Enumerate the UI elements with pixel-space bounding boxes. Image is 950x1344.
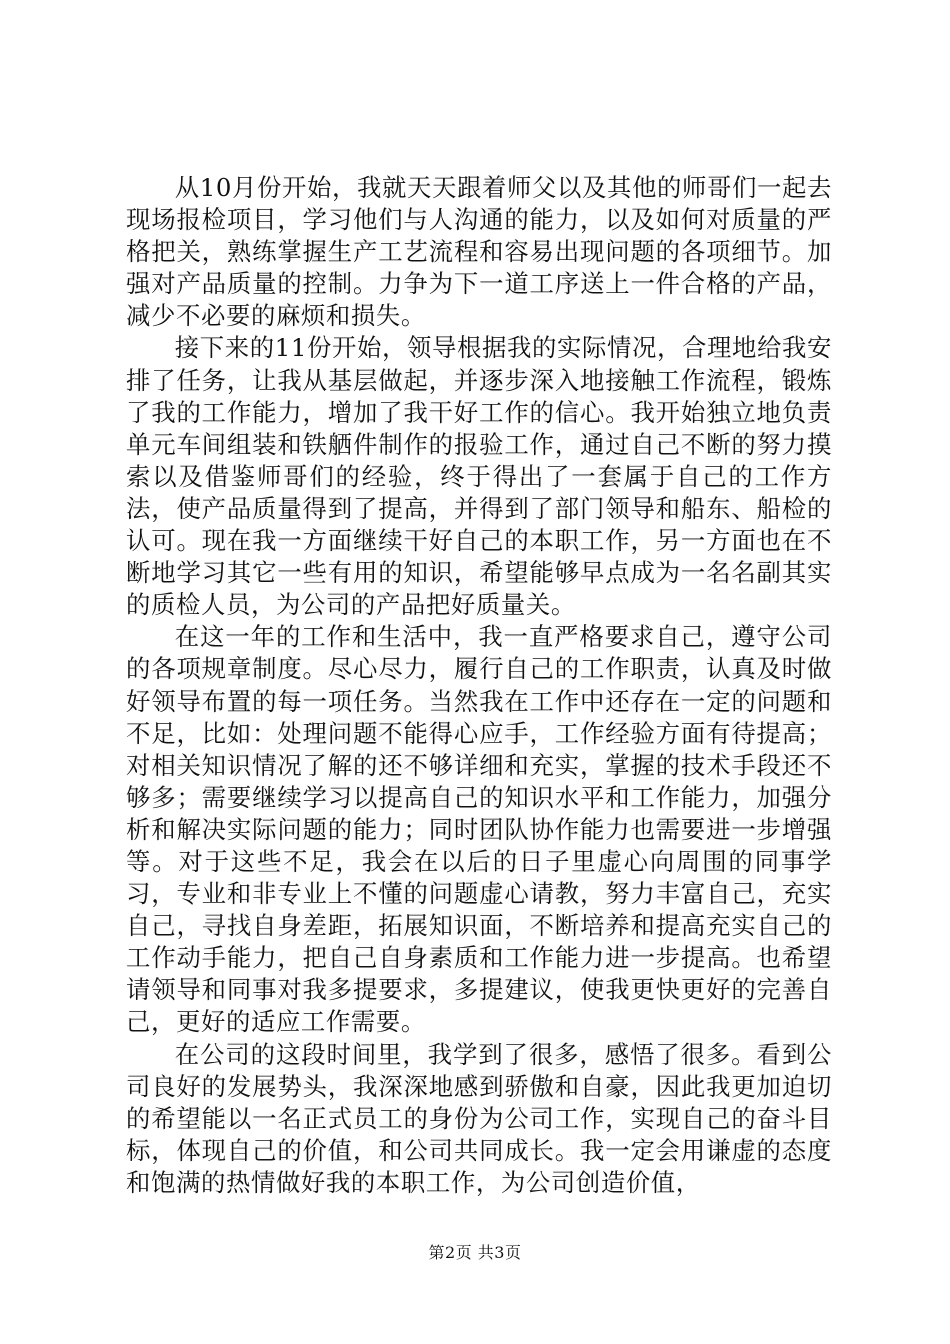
page-footer: 第2页 共3页 [428,1243,522,1262]
paragraph-3: 在这一年的工作和生活中，我一直严格要求自己，遵守公司的各项规章制度。尽心尽力，履行自己的工作职责，认真及时做好领导布置的每一项任务。当然我在工作中还存在一定的问题和不足，比如：处理问题不能得心应手，工作经验方面有待提高；对相关知识情况了解的还不够详细和充实，掌握的技术手段还不够多；需要继续学习以提高自己的知识水平和工作能力，加强分析和解决实际问题的能力；同时团队协作能力也需要进一步增强等。对于这些不足，我会在以后的日子里虚心向周围的同事学习，专业和非专业上不懂的问题虚心请教，努力丰富自己，充实自己，寻找自身差距，拓展知识面，不断培养和提高充实自己的工作动手能力，把自己自身素质和工作能力进一步提高。也希望请领导和同事对我多提要求，多提建议，使我更快更好的完善自己，更好的适应工作需要。 [126,622,832,1037]
document-body [126,172,832,1199]
paragraph-4: 在公司的这段时间里，我学到了很多，感悟了很多。看到公司良好的发展势头，我深深地感到骄傲和自豪，因此我更加迫切的希望能以一名正式员工的身份为公司工作，实现自己的奋斗目标，体现自己的价值，和公司共同成长。我一定会用谦虚的态度和饱满的热情做好我的本职工作，为公司创造价值， [126,1039,832,1197]
paragraph-1: 从10月份开始，我就天天跟着师父以及其他的师哥们一起去现场报检项目，学习他们与人沟通的能力，以及如何对质量的严格把关，熟练掌握生产工艺流程和容易出现问题的各项细节。加强对产品质量的控制。力争为下一道工序送上一件合格的产品，减少不必要的麻烦和损失。 [126,173,832,331]
paragraph-2: 接下来的11份开始，领导根据我的实际情况，合理地给我安排了任务，让我从基层做起，并逐步深入地接触工作流程，锻炼了我的工作能力，增加了我干好工作的信心。我开始独立地负责单元车间组装和铁舾件制作的报验工作，通过自己不断的努力摸索以及借鉴师哥们的经验，终于得出了一套属于自己的工作方法，使产品质量得到了提高，并得到了部门领导和船东、船检的认可。现在我一方面继续干好自己的本职工作，另一方面也在不断地学习其它一些有用的知识，希望能够早点成为一名名副其实的质检人员，为公司的产品把好质量关。 [126,333,832,620]
